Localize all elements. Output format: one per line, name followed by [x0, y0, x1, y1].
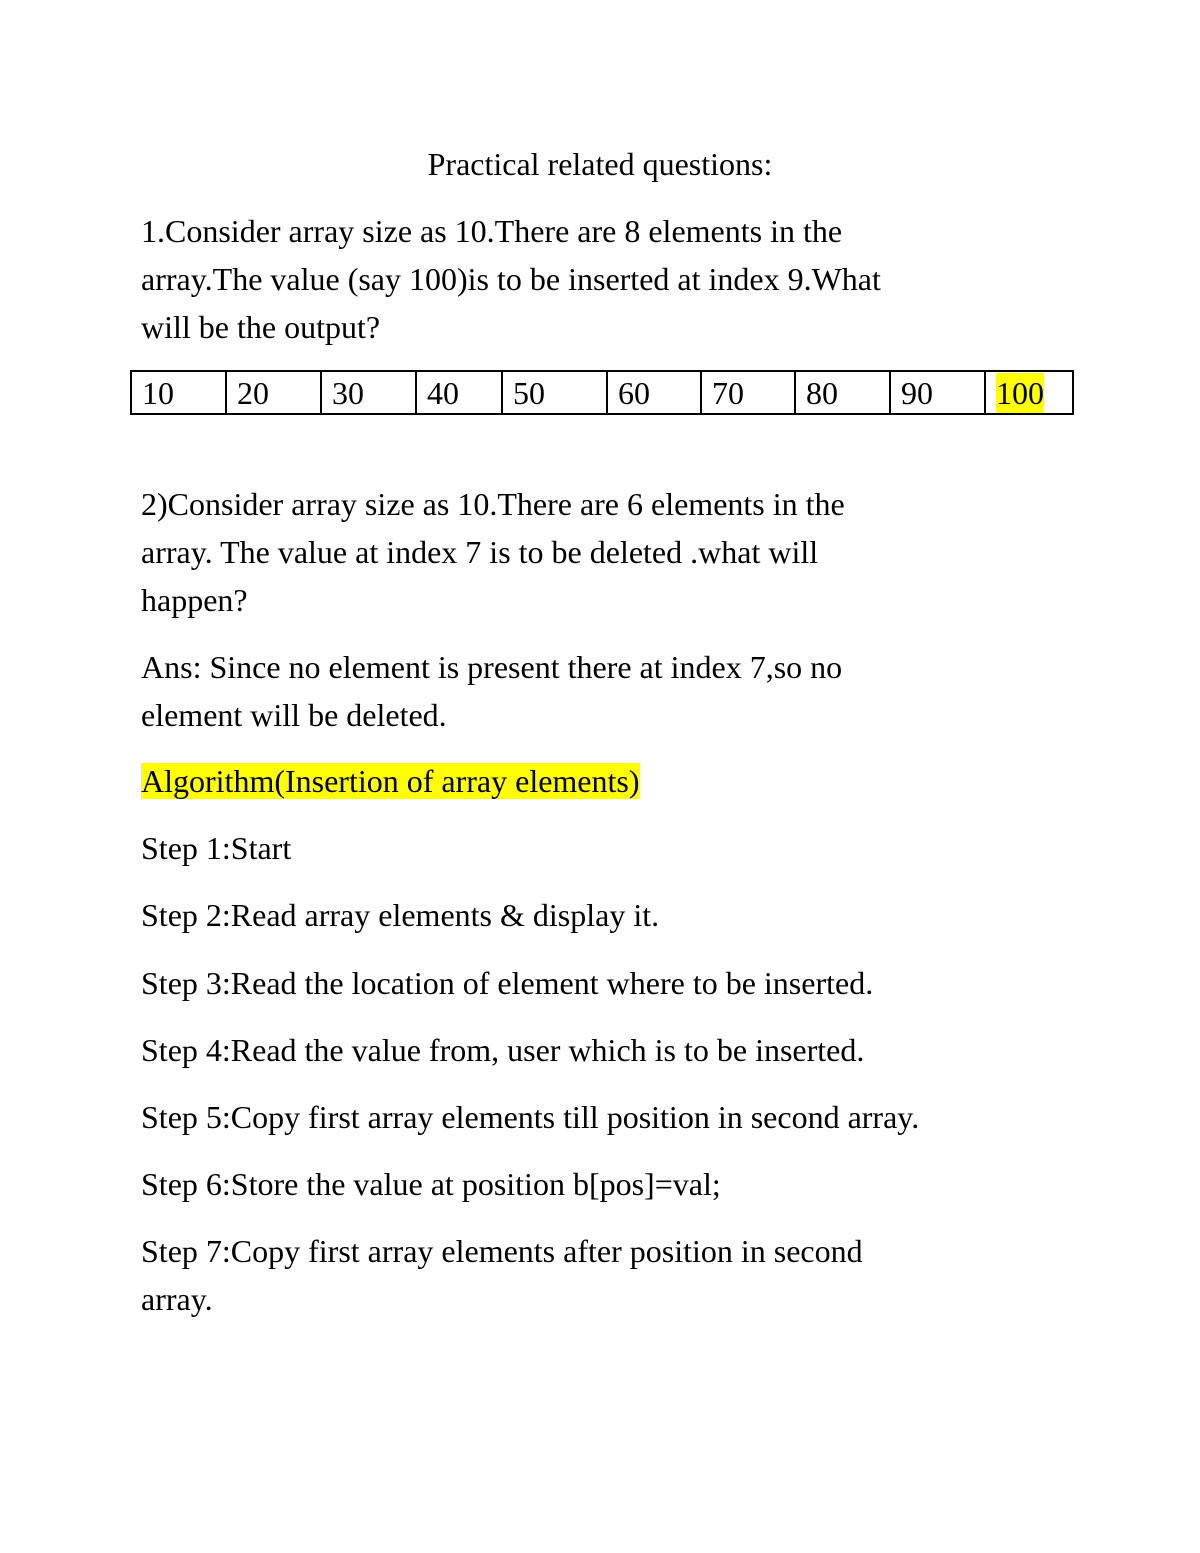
algorithm-heading: Algorithm(Insertion of array elements)	[141, 763, 640, 799]
algorithm-step-2: Step 2:Read array elements & display it.	[141, 897, 660, 933]
answer2-line-1: Ans: Since no element is present there at index 7,so no	[141, 649, 843, 685]
algorithm-step-7-continuation: array.	[141, 1281, 213, 1317]
question1-line-2: array.The value (say 100)is to be inserted at index 9.What	[141, 261, 881, 297]
array-cell: 90	[890, 371, 985, 414]
question2-line-2: array. The value at index 7 is to be deleted .what will	[141, 534, 819, 570]
question2-line-3: happen?	[141, 582, 248, 618]
question2-line-1: 2)Consider array size as 10.There are 6 elements in the	[141, 486, 845, 522]
array-cell: 20	[226, 371, 321, 414]
array-cell: 10	[131, 371, 226, 414]
array-cell: 60	[607, 371, 701, 414]
array-cell: 40	[416, 371, 502, 414]
array-cell: 30	[321, 371, 416, 414]
algorithm-step-4: Step 4:Read the value from, user which is to be inserted.	[141, 1032, 865, 1068]
array-cell: 80	[795, 371, 890, 414]
algorithm-step-6: Step 6:Store the value at position b[pos]=val;	[141, 1166, 721, 1202]
array-cell: 70	[701, 371, 795, 414]
algorithm-step-5: Step 5:Copy first array elements till position in second array.	[141, 1099, 920, 1135]
array-row	[131, 371, 1073, 414]
array-table	[130, 370, 1074, 415]
algorithm-step-3: Step 3:Read the location of element where to be inserted.	[141, 965, 874, 1001]
array-cell-inserted	[985, 371, 1073, 414]
algorithm-step-7: Step 7:Copy first array elements after position in second	[141, 1233, 863, 1269]
question1-line-1: 1.Consider array size as 10.There are 8 elements in the	[141, 213, 843, 249]
question1-line-3: will be the output?	[141, 309, 381, 345]
inserted-value-highlight: 100	[996, 374, 1044, 411]
algorithm-step-1: Step 1:Start	[141, 830, 292, 866]
answer2-line-2: element will be deleted.	[141, 697, 447, 733]
page-title: Practical related questions:	[427, 146, 773, 182]
array-cell: 50	[502, 371, 607, 414]
